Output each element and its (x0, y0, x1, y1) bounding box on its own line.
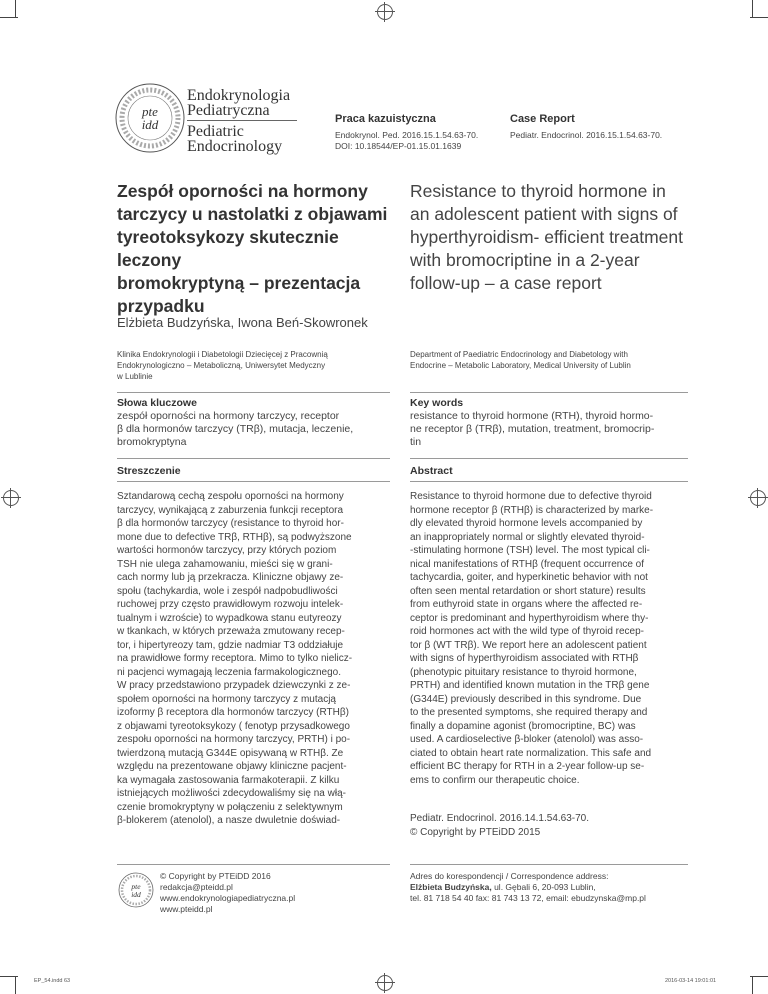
website-link[interactable]: www.pteidd.pl (160, 904, 213, 914)
affiliation-en: Department of Paediatric Endocrinology and Diabetology with Endocrine – Metabolic Laboratory, Medical University of Lublin (410, 350, 631, 370)
keywords-en: Key words resistance to thyroid hormone (RTH), thyroid hormo- ne receptor β (TRβ), mutation, treatment, bromocrip- tin (410, 397, 655, 448)
article-type-en: Case Report Pediatr. Endocrinol. 2016.15.1.54.63-70. (510, 113, 663, 140)
crop-mark (752, 976, 753, 994)
crop-mark (0, 17, 18, 18)
title-pl: Zespół oporności na hormony tarczycy u nastolatki z objawami tyreotoksykozy skutecznie leczony bromokryptyną – prezentacja przypadku (117, 181, 388, 316)
crop-mark (0, 976, 18, 977)
abstract-en: Resistance to thyroid hormone due to defective thyroid hormone receptor β (RTHβ) is characterized by marke- dly elevated thyroid hormone levels accompanied by an inappropriately normal or slightly elevated thyroid- -stimulating hormone (TSH) level. The most typical cli- nical manifestations of RTHβ (frequent occurrence of tachycardia, goiter, and hyperkinetic behavior with not often seen mental retardation or short stature) results from euthyroid state in organs where the affected re- ceptor is predominant and hyperthyroidism where thy- roid hormones act with the wild type of thyroid recep- tor β (WT TRβ). We report here an adolescent patient with signs of hyperthyroidism associated with RTHβ (phenotypic pituitary resistance to thyroid hormone, PRTH) and identified known mutation in the TRβ gene (G344E) previously described in this syndrome. Due to the presented symptoms, she required therapy and finally a dopamine agonist (bromocriptine, BC) was used. A cardioselective β-bloker (atenolol) was asso- ciated to obtain heart rate normalization. This safe and efficient BC therapy for RTH in a 2-year follow-up se- ems to confirm our therapeutic choice. (410, 491, 654, 786)
correspondence-address: Adres do korespondencji / Correspondence address: Elżbieta Budzyńska, ul. Gębali 6, 20-093 Lublin, tel. 81 718 54 40 fax: 81 743 13 72, email: ebudzynska@mp.pl (410, 871, 646, 903)
divider (410, 458, 688, 459)
crop-mark (750, 976, 768, 977)
authors: Elżbieta Budzyńska, Iwona Beń-Skowronek (117, 315, 368, 330)
journal-title: Endokrynologia Pediatryczna Pediatric Endocrinology (187, 88, 297, 154)
registration-mark-icon (377, 975, 393, 991)
svg-text:idd: idd (131, 890, 141, 899)
abstract-heading-en: Abstract (410, 465, 453, 477)
website-link[interactable]: www.endokrynologiapediatryczna.pl (160, 893, 296, 903)
registration-mark-icon (750, 490, 766, 506)
divider (410, 481, 688, 482)
abstract-en-citation: Pediatr. Endocrinol. 2016.14.1.54.63-70. © Copyright by PTEiDD 2015 (410, 813, 590, 838)
title-en: Resistance to thyroid hormone in an adolescent patient with signs of hyperthyroidism- efficient treatment with bromocriptine in a 2-year follow-up – a case report (410, 181, 683, 293)
divider (117, 864, 390, 865)
slug-timestamp: 2016-03-14 19:01:01 (665, 978, 717, 984)
divider (117, 458, 390, 459)
crop-mark (15, 976, 16, 994)
svg-text:pte: pte (142, 104, 158, 119)
crop-mark (752, 0, 753, 18)
registration-mark-icon (3, 490, 19, 506)
divider (117, 481, 390, 482)
svg-text:pte: pte (131, 882, 141, 891)
svg-text:idd: idd (141, 117, 159, 132)
divider (410, 392, 688, 393)
keywords-pl: Słowa kluczowe zespół oporności na hormony tarczycy, receptor β dla hormonów tarczycy (TRβ), mutacja, leczenie, bromokryptyna (117, 397, 354, 448)
slug-file: EP_54.indd 63 (34, 978, 71, 984)
journal-seal-small-logo (117, 871, 155, 909)
crop-mark (15, 0, 16, 18)
crop-mark (750, 17, 768, 18)
registration-mark-icon (377, 4, 393, 20)
article-type-pl: Praca kazuistyczna Endokrynol. Ped. 2016.15.1.54.63-70. DOI: 10.18544/EP-01.15.01.1639 (335, 113, 479, 151)
journal-seal-logo (114, 82, 186, 154)
affiliation-pl: Klinika Endokrynologii i Diabetologii Dziecięcej z Pracownią Endokrynologiczno – Metaboliczną, Uniwersytet Medyczny w Lublinie (117, 350, 328, 381)
divider (117, 392, 390, 393)
abstract-heading-pl: Streszczenie (117, 465, 181, 477)
email-link[interactable]: redakcja@pteidd.pl (160, 882, 233, 892)
abstract-pl: Sztandarową cechą zespołu oporności na hormony tarczycy, wynikającą z zaburzenia funkcji receptora β dla hormonów tarczycy (resistance to thyroid hor- mone due to defective TRβ, RTHβ), są podwyższone wartości hormonów tarczycy, przy których poziom TSH nie ulega zahamowaniu, mieści się w grani- cach normy lub ją przekracza. Kliniczne objawy ze- społu (tachykardia, wole i zespół nadpobudliwości ruchowej przy często prawidłowym rozwoju intelek- tualnym i wzroście) to wypadkowa stanu eutyreozy w tkankach, w których przeważa zmutowany recep- tor, i hipertyreozy tam, gdzie nadmiar T3 oddziałuje na prawidłowe formy receptora. Mimo to tylko nielicz- ni pacjenci wymagają leczenia farmakologicznego. W pracy przedstawiono przypadek dziewczynki z ze- społem oporności na hormony tarczycy z mutacją izoformy β receptora dla hormonów tarczycy (RTHβ) z objawami tyreotoksykozy ( fenotyp przysadkowego zespołu oporności na hormony tarczycy, PRTH) i po- twierdzoną mutacją G344E opisywaną w RTHβ. Ze względu na prezentowane objawy kliniczne pacjent- ka wymagała zastosowania farmakoterapii. Z kilku istniejących możliwości zdecydowaliśmy się na włą- czenie bromokryptyny w połączeniu z selektywnym β-blokerem (atenolol), a nasze dwuletnie doświad- (117, 491, 353, 826)
journal-contact: © Copyright by PTEiDD 2016 redakcja@pteidd.pl www.endokrynologiapediatryczna.pl www.pteidd.pl (160, 871, 296, 914)
divider (410, 864, 688, 865)
